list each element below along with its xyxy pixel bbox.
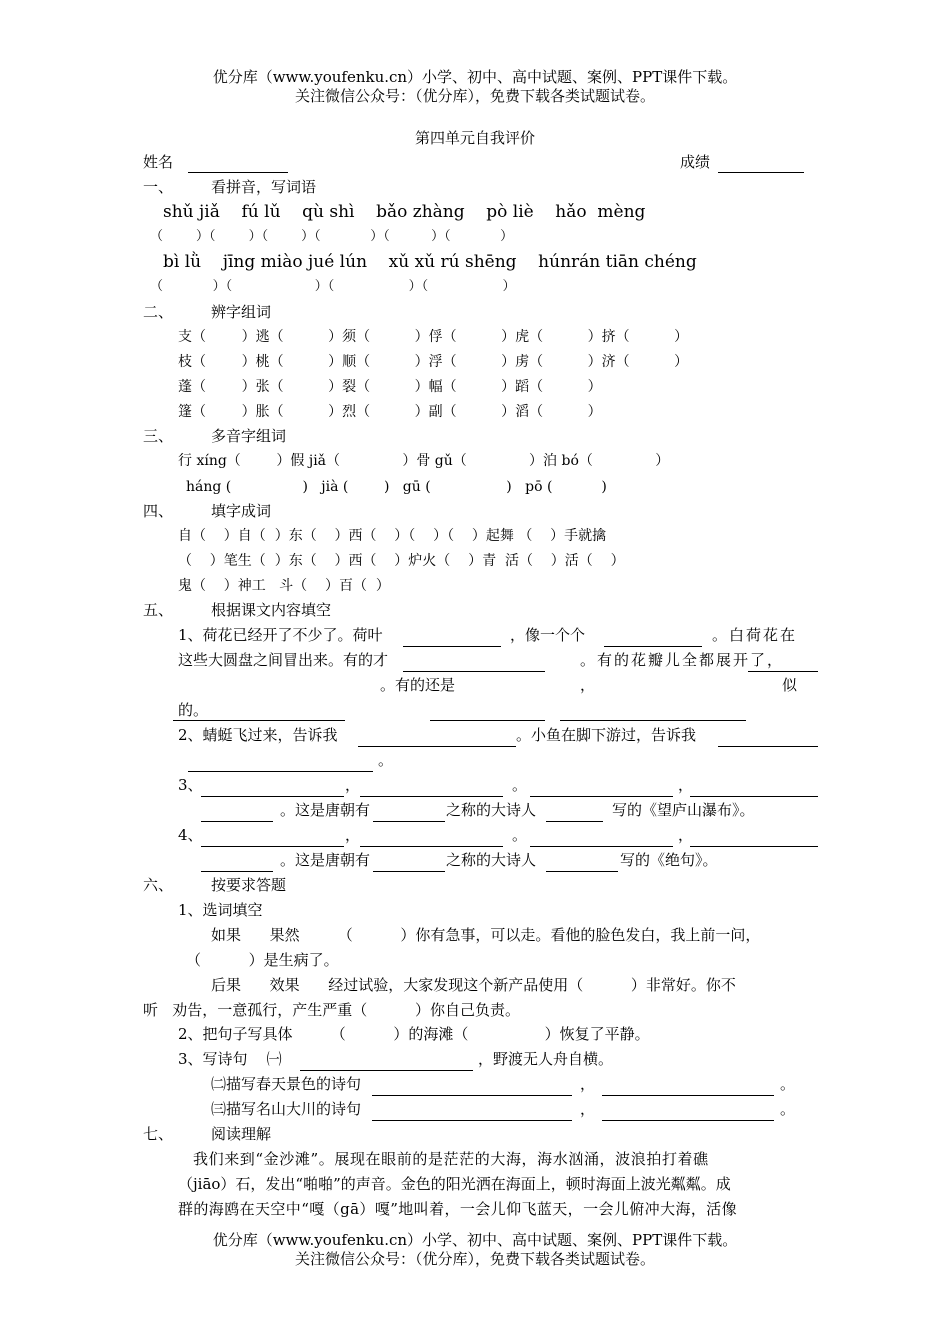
- header-line-2: 关注微信公众号：（优分库），免费下载各类试题试卷。: [294, 87, 655, 105]
- recall-q2-a: 2、蜻蜓飞过来，告诉我: [178, 726, 338, 744]
- answers-q2[interactable]: 2、把句子写具体 （ ）的海滩（ ）恢复了平静。: [178, 1025, 650, 1043]
- recall-q4-b: ，: [345, 826, 361, 844]
- recall-blank[interactable]: [546, 821, 603, 822]
- recall-blank[interactable]: [690, 796, 818, 797]
- char-row-2[interactable]: 枝（ ）桃（ ）顺（ ）浮（ ）虏（ ）济（ ）: [178, 354, 689, 370]
- polyphone-row-2[interactable]: háng ( ) jià ( ) gū ( ) pō ( ): [186, 479, 607, 495]
- score-blank[interactable]: [718, 172, 804, 173]
- char-row-3[interactable]: 蓬（ ）张（ ）裂（ ）幅（ ）蹈（ ）: [178, 379, 602, 395]
- score-label: 成绩: [680, 153, 711, 171]
- section-3-title: 多音字组词: [211, 427, 287, 445]
- recall-blank[interactable]: [690, 846, 818, 847]
- name-blank[interactable]: [188, 172, 288, 173]
- answers-q3-e: 。: [780, 1075, 796, 1093]
- recall-blank[interactable]: [718, 746, 818, 747]
- recall-blank[interactable]: [748, 671, 818, 672]
- recall-q4-d: ，: [678, 826, 694, 844]
- char-row-1[interactable]: 支（ ）逃（ ）须（ ）俘（ ）虎（ ）挤（ ）: [178, 329, 689, 345]
- page-title: 第四单元自我评价: [414, 129, 535, 147]
- answers-q1-line-4[interactable]: 听 劝告，一意孤行，产生严重（ ）你自己负责。: [143, 1001, 520, 1019]
- recall-q4-a: 4、: [178, 826, 203, 844]
- recall-q4-g: 写的《绝句》。: [620, 851, 718, 869]
- poem-blank[interactable]: [602, 1120, 774, 1121]
- recall-q3-d: ，: [678, 776, 694, 794]
- footer-line-2: 关注微信公众号：（优分库），免费下载各类试题试卷。: [294, 1250, 655, 1268]
- recall-q3-f: 之称的大诗人: [446, 801, 537, 819]
- recall-q2-c: 。: [378, 751, 394, 769]
- answers-q1-line-2[interactable]: （ ）是生病了。: [186, 951, 339, 969]
- reading-line-3: 群的海鸥在天空中“嘎（gā）嘎”地叫着，一会儿仰飞蓝天，一会儿俯冲大海，活像: [178, 1200, 738, 1218]
- char-row-4[interactable]: 篷（ ）胀（ ）烈（ ）副（ ）滔（ ）: [178, 404, 602, 420]
- recall-blank[interactable]: [373, 871, 445, 872]
- answers-q3-h: 。: [780, 1100, 796, 1118]
- recall-blank[interactable]: [530, 796, 673, 797]
- section-7-title: 阅读理解: [211, 1125, 272, 1143]
- section-5-title: 根据课文内容填空: [211, 601, 332, 619]
- answers-q1-line-1[interactable]: 如果 果然 （ ）你有急事，可以走。看他的脸色发白，我上前一问，: [211, 926, 761, 944]
- pinyin-brackets-1[interactable]: （ ）（ ）（ ）（ ）（ ）（ ）: [150, 229, 514, 244]
- recall-q1-g: ，: [580, 676, 596, 694]
- reading-line-2: （jiāo）石，发出“啪啪”的声音。金色的阳光洒在海面上，顿时海面上波光粼粼。成: [178, 1175, 731, 1193]
- recall-blank[interactable]: [201, 821, 273, 822]
- recall-blank[interactable]: [403, 671, 545, 672]
- poem-blank[interactable]: [372, 1095, 572, 1096]
- fill-word-row-3[interactable]: 鬼（ ）神工 斗（ ）百（ ）: [178, 578, 390, 594]
- pinyin-brackets-2[interactable]: （ ）（ ）（ ）（ ）: [150, 279, 516, 294]
- recall-q3-g: 写的《望庐山瀑布》。: [612, 801, 755, 819]
- recall-blank[interactable]: [373, 821, 445, 822]
- section-3-number: 三、: [143, 427, 174, 445]
- header-line-1: 优分库（www.youfenku.cn）小学、初中、高中试题、案例、PPT课件下载。: [212, 68, 738, 86]
- recall-q4-e: 。这是唐朝有: [280, 851, 371, 869]
- recall-blank[interactable]: [360, 846, 503, 847]
- recall-q1-a: 1、荷花已经开了不少了。荷叶: [178, 626, 383, 644]
- polyphone-row-1[interactable]: 行 xíng（ ）假 jiǎ（ ）骨 gǔ（ ）泊 bó（ ）: [178, 453, 670, 469]
- section-1-number: 一、: [143, 178, 174, 196]
- section-6-number: 六、: [143, 876, 174, 894]
- recall-blank[interactable]: [430, 720, 545, 721]
- reading-line-1: 我们来到“金沙滩”。展现在眼前的是茫茫的大海，海水汹涌，波浪拍打着礁: [193, 1150, 709, 1168]
- answers-q3-b: ，野渡无人舟自横。: [478, 1050, 614, 1068]
- recall-blank[interactable]: [360, 796, 503, 797]
- recall-blank[interactable]: [201, 796, 344, 797]
- recall-q2-b: 。小鱼在脚下游过，告诉我: [516, 726, 697, 744]
- name-label: 姓名: [143, 153, 174, 171]
- section-6-title: 按要求答题: [211, 876, 287, 894]
- section-4-number: 四、: [143, 502, 174, 520]
- fill-word-row-2[interactable]: （ ）笔生（ ）东（ ）西（ ）炉火（ ）青 活（ ）活（ ）: [178, 553, 625, 569]
- recall-q3-b: ，: [345, 776, 361, 794]
- recall-blank[interactable]: [530, 846, 673, 847]
- section-2-number: 二、: [143, 303, 174, 321]
- section-5-number: 五、: [143, 601, 174, 619]
- section-2-title: 辨字组词: [211, 303, 272, 321]
- answers-q3-d: ，: [580, 1075, 596, 1093]
- recall-blank[interactable]: [188, 771, 373, 772]
- recall-q3-e: 。这是唐朝有: [280, 801, 371, 819]
- section-7-number: 七、: [143, 1125, 174, 1143]
- answers-q1-title: 1、选词填空: [178, 901, 263, 919]
- recall-q1-b: ，像一个个: [510, 626, 586, 644]
- answers-q3-c: ㈡描写春天景色的诗句: [211, 1075, 362, 1093]
- fill-word-row-1[interactable]: 自（ ）自（ ）东（ ）西（ ）（ ）（ ）起舞 （ ）手就擒: [178, 528, 607, 544]
- answers-q3-f: ㈢描写名山大川的诗句: [211, 1100, 362, 1118]
- recall-q3-a: 3、: [178, 776, 203, 794]
- recall-q1-c: 。白荷花在: [712, 626, 798, 644]
- recall-blank[interactable]: [173, 720, 345, 721]
- poem-blank[interactable]: [300, 1070, 473, 1071]
- recall-q1-f: 。有的还是: [380, 676, 456, 694]
- recall-q3-c: 。: [512, 776, 528, 794]
- answers-q3-g: ，: [580, 1100, 596, 1118]
- recall-q4-f: 之称的大诗人: [446, 851, 537, 869]
- answers-q3-a: 3、写诗句 ㈠: [178, 1050, 282, 1068]
- recall-blank[interactable]: [604, 646, 702, 647]
- recall-blank[interactable]: [546, 871, 618, 872]
- recall-blank[interactable]: [560, 720, 746, 721]
- recall-blank[interactable]: [201, 871, 273, 872]
- recall-blank[interactable]: [201, 846, 344, 847]
- answers-q1-line-3[interactable]: 后果 效果 经过试验，大家发现这个新产品使用（ ）非常好。你不: [211, 976, 736, 994]
- recall-q1-h: 似: [782, 676, 798, 694]
- recall-q1-d: 这些大圆盘之间冒出来。有的才: [178, 651, 389, 669]
- recall-q1-e: 。有的花瓣儿全都展开了，: [580, 651, 785, 669]
- footer-line-1: 优分库（www.youfenku.cn）小学、初中、高中试题、案例、PPT课件下载。: [212, 1231, 738, 1249]
- section-4-title: 填字成词: [211, 502, 272, 520]
- recall-blank[interactable]: [403, 646, 501, 647]
- poem-blank[interactable]: [602, 1095, 774, 1096]
- pinyin-row-2: bì lǜ jīng miào jué lún xǔ xǔ rú shēng húnrán tiān chéng: [163, 252, 697, 272]
- poem-blank[interactable]: [372, 1120, 572, 1121]
- pinyin-row-1: shǔ jiǎ fú lǔ qù shì bǎo zhàng pò liè hǎo mèng: [163, 202, 646, 222]
- recall-q4-c: 。: [512, 826, 528, 844]
- recall-q1-i: 的。: [178, 701, 209, 719]
- recall-blank[interactable]: [358, 746, 516, 747]
- section-1-title: 看拼音，写词语: [211, 178, 317, 196]
